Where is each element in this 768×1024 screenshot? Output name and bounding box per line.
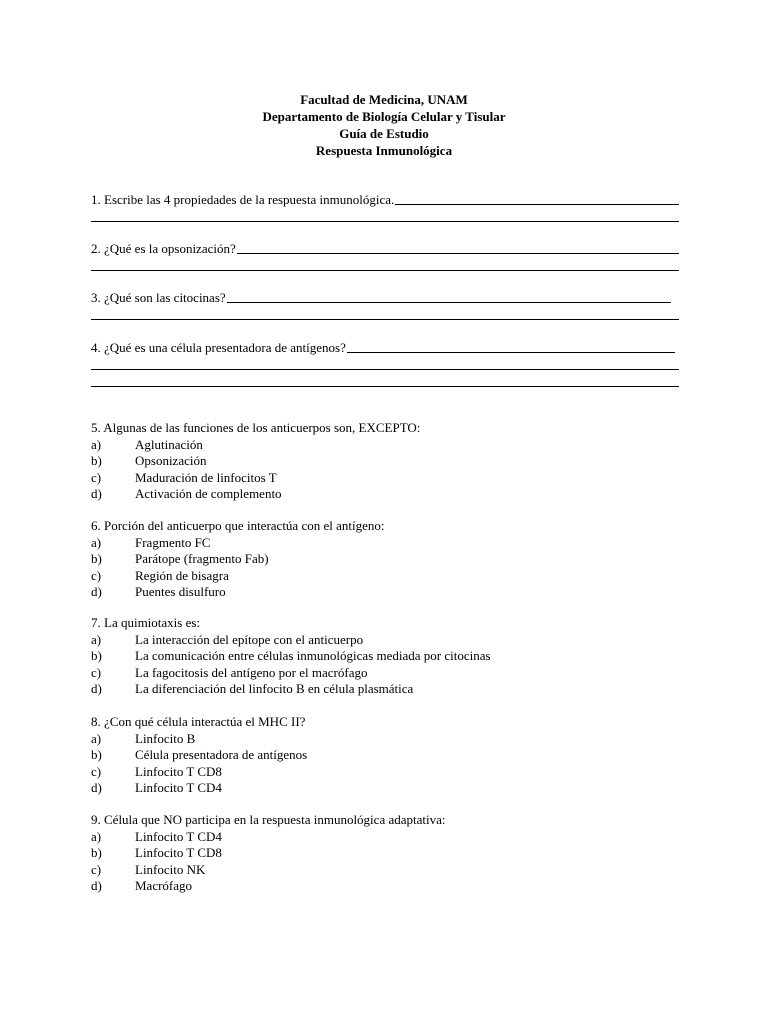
document-header bbox=[0, 92, 768, 160]
question-4-text: 4. ¿Qué es una célula presentadora de antígenos? bbox=[91, 339, 346, 355]
option-text: Macrófago bbox=[135, 878, 193, 893]
answer-line[interactable] bbox=[395, 204, 679, 205]
guide-title: Guía de Estudio bbox=[339, 126, 429, 141]
answer-line[interactable] bbox=[91, 306, 679, 323]
option-letter: a) bbox=[91, 534, 102, 550]
option-letter: a) bbox=[91, 730, 102, 746]
option-letter: b) bbox=[91, 845, 102, 860]
answer-line[interactable] bbox=[227, 302, 671, 303]
option-letter: c) bbox=[91, 567, 102, 583]
option-d[interactable] bbox=[91, 681, 691, 698]
option-letter: d) bbox=[91, 780, 102, 795]
option-text: Región de bisagra bbox=[135, 567, 229, 583]
mc-question-9 bbox=[91, 812, 691, 895]
option-d[interactable] bbox=[91, 780, 691, 797]
option-text: Fragmento FC bbox=[135, 534, 211, 550]
option-text: Puentes disulfuro bbox=[135, 584, 226, 599]
open-question-4 bbox=[91, 339, 679, 390]
option-d[interactable] bbox=[91, 584, 691, 601]
option-a[interactable] bbox=[91, 437, 691, 454]
option-letter: d) bbox=[91, 681, 102, 696]
option-d[interactable] bbox=[91, 878, 691, 895]
option-b[interactable] bbox=[91, 453, 691, 470]
option-a[interactable] bbox=[91, 632, 691, 649]
option-text: Célula presentadora de antígenos bbox=[135, 747, 308, 762]
option-text: La comunicación entre células inmunológicas mediada por citocinas bbox=[135, 648, 491, 663]
answer-line[interactable] bbox=[91, 257, 679, 274]
option-text: Linfocito T CD4 bbox=[135, 780, 222, 795]
option-c[interactable] bbox=[91, 470, 691, 487]
option-text: Activación de complemento bbox=[135, 486, 282, 501]
option-letter: b) bbox=[91, 648, 102, 663]
option-letter: d) bbox=[91, 878, 102, 893]
question-2-text: 2. ¿Qué es la opsonización? bbox=[91, 240, 236, 256]
option-text: Opsonización bbox=[135, 453, 207, 468]
option-letter: a) bbox=[91, 631, 102, 647]
option-text: Parátope (fragmento Fab) bbox=[135, 551, 269, 566]
option-text: Linfocito T CD8 bbox=[135, 763, 222, 779]
question-6-stem: 6. Porción del anticuerpo que interactúa con el antígeno: bbox=[91, 518, 385, 533]
option-text: La interacción del epítope con el anticuerpo bbox=[135, 631, 364, 647]
option-text: Maduración de linfocitos T bbox=[135, 469, 277, 485]
option-text: Aglutinación bbox=[135, 436, 203, 452]
option-text: La diferenciación del linfocito B en célula plasmática bbox=[135, 681, 414, 696]
option-letter: b) bbox=[91, 551, 102, 566]
option-text: La fagocitosis del antígeno por el macrófago bbox=[135, 664, 368, 680]
department-title: Departamento de Biología Celular y Tisular bbox=[262, 109, 506, 124]
option-letter: d) bbox=[91, 584, 102, 599]
option-c[interactable] bbox=[91, 764, 691, 781]
option-letter: d) bbox=[91, 486, 102, 501]
answer-line[interactable] bbox=[91, 373, 679, 390]
faculty-title: Facultad de Medicina, UNAM bbox=[300, 92, 468, 107]
answer-line[interactable] bbox=[237, 253, 679, 254]
open-question-2 bbox=[91, 240, 679, 274]
option-b[interactable] bbox=[91, 551, 691, 568]
mc-question-5 bbox=[91, 420, 691, 503]
option-d[interactable] bbox=[91, 486, 691, 503]
answer-line[interactable] bbox=[91, 208, 679, 225]
option-c[interactable] bbox=[91, 862, 691, 879]
mc-question-6 bbox=[91, 518, 691, 601]
option-c[interactable] bbox=[91, 568, 691, 585]
option-text: Linfocito T CD8 bbox=[135, 845, 222, 860]
option-letter: a) bbox=[91, 436, 102, 452]
option-b[interactable] bbox=[91, 648, 691, 665]
option-text: Linfocito B bbox=[135, 730, 196, 746]
question-9-stem: 9. Célula que NO participa en la respuesta inmunológica adaptativa: bbox=[91, 812, 446, 827]
topic-title: Respuesta Inmunológica bbox=[315, 143, 453, 158]
answer-line[interactable] bbox=[347, 352, 675, 353]
question-1-text: 1. Escribe las 4 propiedades de la respuesta inmunológica. bbox=[91, 191, 395, 207]
option-a[interactable] bbox=[91, 535, 691, 552]
open-question-1 bbox=[91, 191, 679, 225]
option-b[interactable] bbox=[91, 747, 691, 764]
option-letter: c) bbox=[91, 664, 102, 680]
option-letter: c) bbox=[91, 861, 102, 877]
question-5-stem: 5. Algunas de las funciones de los anticuerpos son, EXCEPTO: bbox=[91, 420, 421, 435]
mc-question-8 bbox=[91, 714, 691, 797]
option-a[interactable] bbox=[91, 829, 691, 846]
answer-line[interactable] bbox=[91, 356, 679, 373]
option-letter: b) bbox=[91, 747, 102, 762]
question-7-stem: 7. La quimiotaxis es: bbox=[91, 615, 201, 630]
option-letter: a) bbox=[91, 828, 102, 844]
question-3-text: 3. ¿Qué son las citocinas? bbox=[91, 289, 226, 305]
option-b[interactable] bbox=[91, 845, 691, 862]
option-a[interactable] bbox=[91, 731, 691, 748]
question-8-stem: 8. ¿Con qué célula interactúa el MHC II? bbox=[91, 714, 306, 729]
open-question-3 bbox=[91, 289, 679, 323]
option-text: Linfocito NK bbox=[135, 861, 206, 877]
option-c[interactable] bbox=[91, 665, 691, 682]
mc-question-7 bbox=[91, 615, 691, 698]
option-letter: b) bbox=[91, 453, 102, 468]
option-letter: c) bbox=[91, 763, 102, 779]
option-letter: c) bbox=[91, 469, 102, 485]
option-text: Linfocito T CD4 bbox=[135, 828, 222, 844]
